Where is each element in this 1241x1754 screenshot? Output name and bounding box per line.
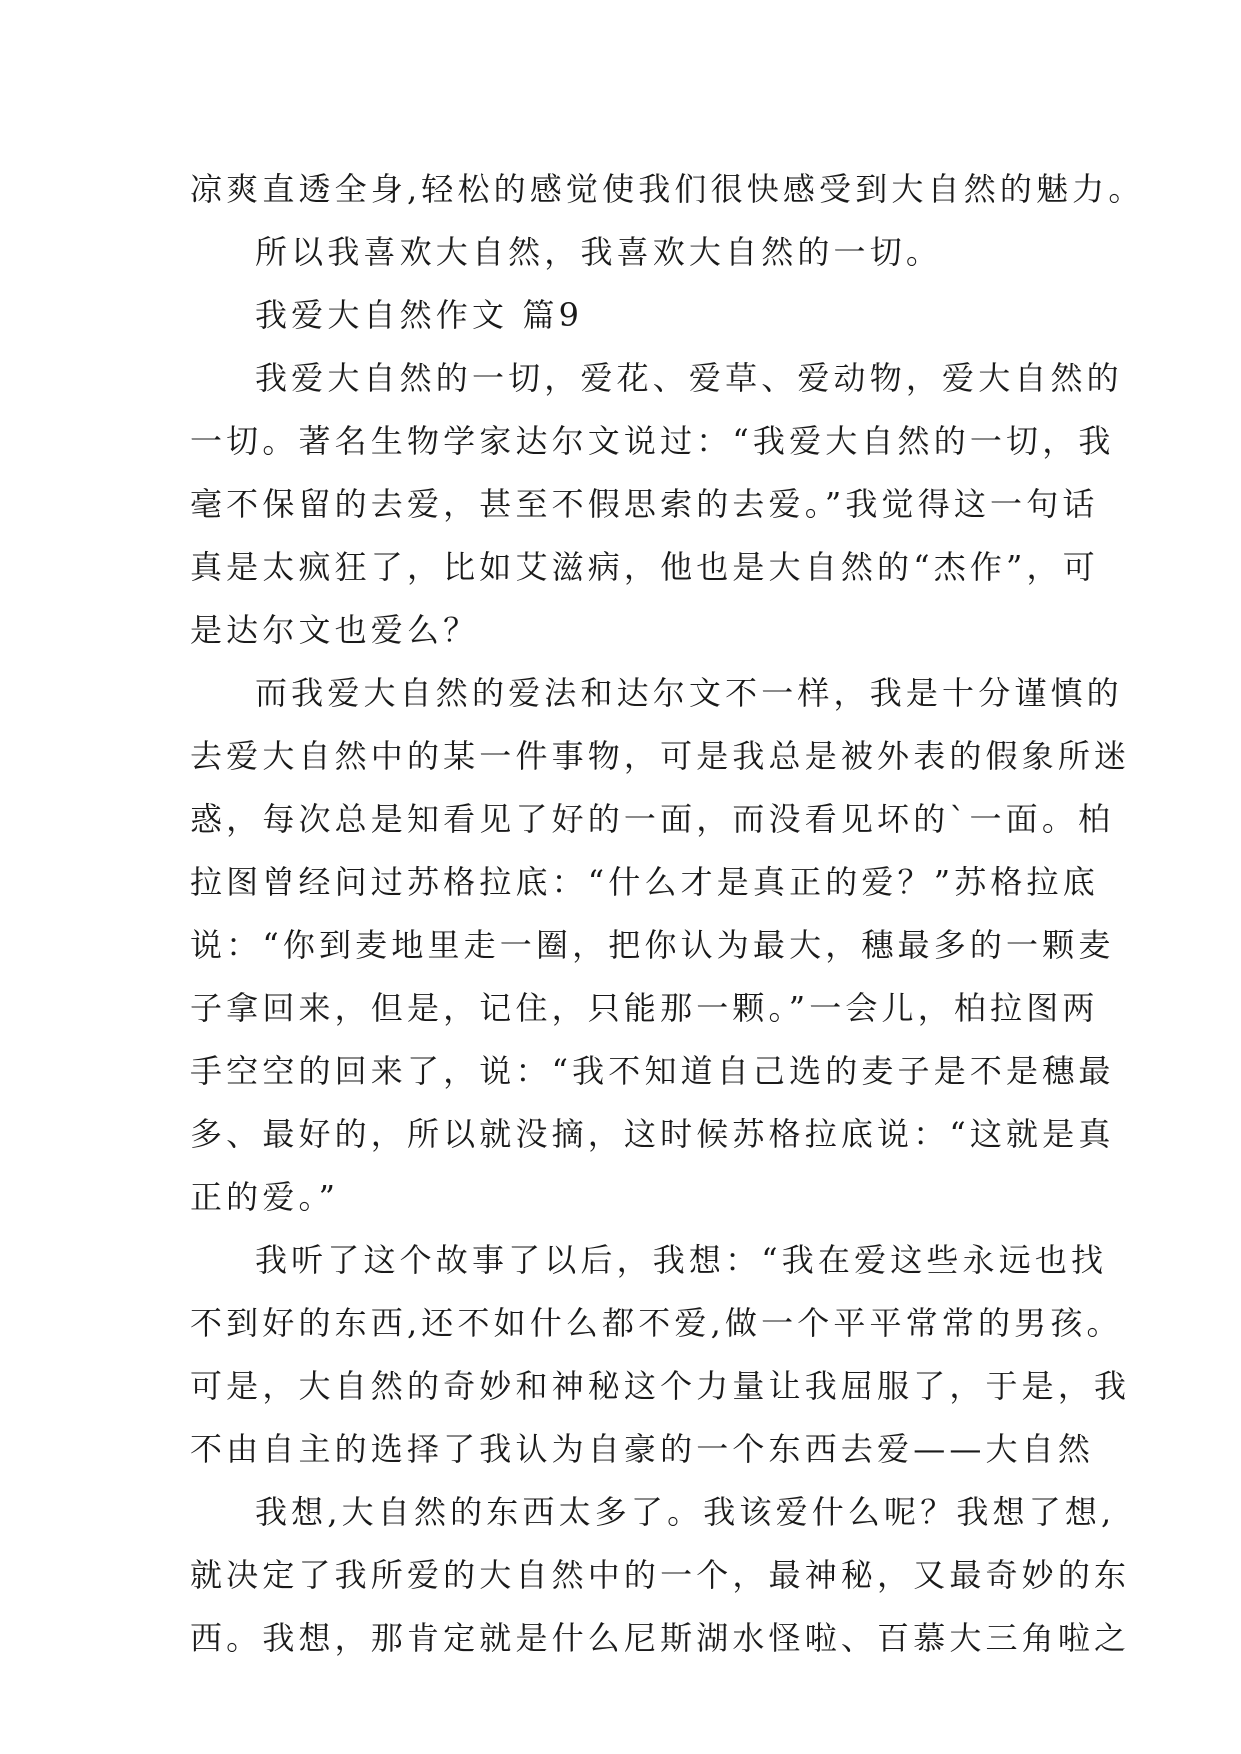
essay-body xyxy=(190,158,1145,1670)
paragraph-line: 不由自主的选择了我认为自豪的一个东西去爱——大自然 xyxy=(190,1430,1095,1468)
paragraph-line: 我听了这个故事了以后，我想：“我在爱这些永远也找 xyxy=(255,1241,1108,1279)
paragraph-line: 拉图曾经问过苏格拉底：“什么才是真正的爱？”苏格拉底 xyxy=(190,863,1099,901)
paragraph-line: 我爱大自然的一切，爱花、爱草、爱动物，爱大自然的 xyxy=(255,359,1123,397)
paragraph-line: 可是，大自然的奇妙和神秘这个力量让我屈服了，于是，我 xyxy=(190,1367,1131,1405)
paragraph-line: 惑，每次总是知看见了好的一面，而没看见坏的`一面。柏 xyxy=(190,800,1115,838)
paragraph-line: 就决定了我所爱的大自然中的一个，最神秘，又最奇妙的东 xyxy=(190,1556,1131,1594)
paragraph-line: 我想,大自然的东西太多了。我该爱什么呢？我想了想, xyxy=(255,1493,1116,1531)
section-heading: 我爱大自然作文 篇9 xyxy=(255,296,584,334)
paragraph-line: 凉爽直透全身,轻松的感觉使我们很快感受到大自然的魅力。 xyxy=(190,170,1145,208)
paragraph-line: 手空空的回来了，说：“我不知道自己选的麦子是不是穗最 xyxy=(190,1052,1115,1090)
paragraph-line: 一切。著名生物学家达尔文说过：“我爱大自然的一切，我 xyxy=(190,422,1115,460)
paragraph-line: 不到好的东西,还不如什么都不爱,做一个平平常常的男孩。 xyxy=(190,1304,1123,1342)
paragraph-line: 而我爱大自然的爱法和达尔文不一样，我是十分谨慎的 xyxy=(255,674,1123,712)
paragraph-line: 真是太疯狂了，比如艾滋病，他也是大自然的“杰作”，可 xyxy=(190,548,1099,586)
paragraph-line: 是达尔文也爱么？ xyxy=(190,611,480,649)
paragraph-line: 毫不保留的去爱，甚至不假思索的去爱。”我觉得这一句话 xyxy=(190,485,1099,523)
paragraph-line: 西。我想，那肯定就是什么尼斯湖水怪啦、百慕大三角啦之 xyxy=(190,1619,1131,1657)
paragraph-line: 所以我喜欢大自然，我喜欢大自然的一切。 xyxy=(255,233,943,271)
paragraph-line: 去爱大自然中的某一件事物，可是我总是被外表的假象所迷 xyxy=(190,737,1131,775)
paragraph-line: 多、最好的，所以就没摘，这时候苏格拉底说：“这就是真 xyxy=(190,1115,1115,1153)
paragraph-line: 子拿回来，但是，记住，只能那一颗。”一会儿，柏拉图两 xyxy=(190,989,1099,1027)
paragraph-line: 说：“你到麦地里走一圈，把你认为最大，穗最多的一颗麦 xyxy=(190,926,1115,964)
paragraph-line: 正的爱。” xyxy=(190,1178,340,1216)
